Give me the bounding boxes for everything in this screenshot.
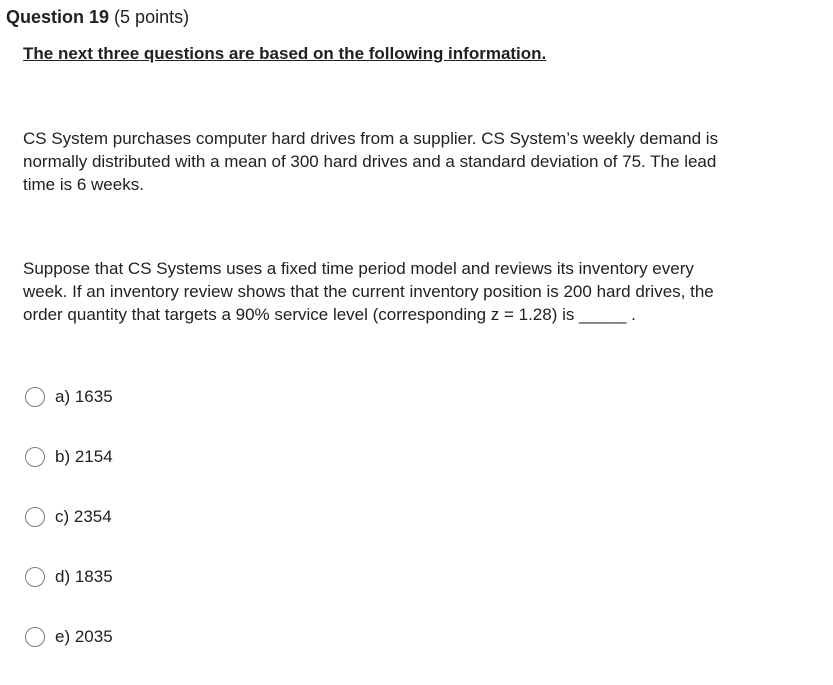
option-label: d) 1835 bbox=[55, 567, 113, 586]
option-label: c) 2354 bbox=[55, 507, 112, 526]
option-c[interactable] bbox=[25, 505, 425, 529]
radio-button[interactable] bbox=[25, 387, 45, 407]
radio-button[interactable] bbox=[25, 627, 45, 647]
answer-options bbox=[25, 385, 425, 685]
option-label: a) 1635 bbox=[55, 387, 113, 406]
option-b[interactable] bbox=[25, 445, 425, 469]
option-a[interactable] bbox=[25, 385, 425, 409]
option-label: b) 2154 bbox=[55, 447, 113, 466]
question-paragraph-context: CS System purchases computer hard drives from a supplier. CS System’s weekly demand is normally distributed with a mean of 300 hard drives and a standard deviation of 75. The lead time is 6 weeks. bbox=[23, 129, 719, 194]
question-title: Question 19 bbox=[6, 7, 110, 27]
option-label: e) 2035 bbox=[55, 627, 113, 646]
intro-text: The next three questions are based on the following information. bbox=[23, 44, 547, 63]
question-header bbox=[6, 6, 189, 28]
radio-button[interactable] bbox=[25, 447, 45, 467]
radio-button[interactable] bbox=[25, 567, 45, 587]
radio-button[interactable] bbox=[25, 507, 45, 527]
option-d[interactable] bbox=[25, 565, 425, 589]
option-e[interactable] bbox=[25, 625, 425, 649]
question-paragraph-prompt: Suppose that CS Systems uses a fixed time period model and reviews its inventory every week. If an inventory review shows that the current inventory position is 200 hard drives, the order quantity that targets a 90% service level (corresponding z = 1.28) is _____ . bbox=[23, 259, 714, 324]
question-points: (5 points) bbox=[114, 7, 190, 27]
